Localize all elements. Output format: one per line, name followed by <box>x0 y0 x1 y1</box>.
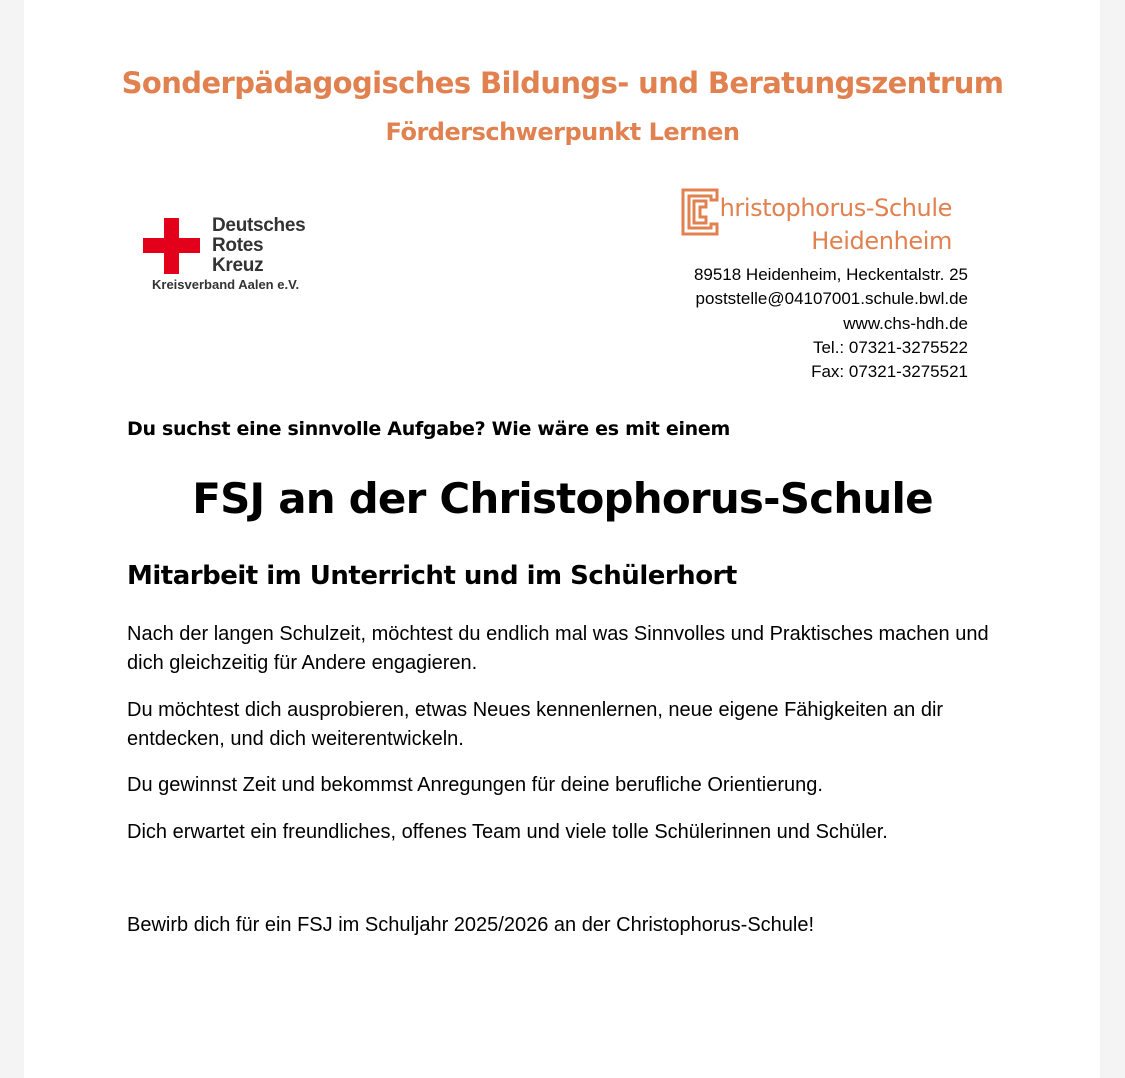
paragraph-1: Nach der langen Schulzeit, möchtest du endlich mal was Sinnvolles und Praktisches machen und dich gleichzeitig für Andere engagieren. <box>127 623 989 674</box>
contact-address: 89518 Heidenheim, Heckentalstr. 25 <box>693 265 968 284</box>
contact-block <box>694 263 968 384</box>
school-name-line2: Heidenheim <box>811 227 952 255</box>
call-to-action: Bewirb dich für ein FSJ im Schuljahr 2025/2026 an der Christophorus-Schule! <box>127 914 815 936</box>
school-type-heading: Sonderpädagogisches Bildungs- und Beratungszentrum <box>121 66 1004 100</box>
paragraph-3: Du gewinnst Zeit und bekommst Anregungen für deine berufliche Orientierung. <box>127 774 823 796</box>
paragraph-4: Dich erwartet ein freundliches, offenes Team und viele tolle Schülerinnen und Schüler. <box>127 821 888 843</box>
school-name-line1: hristophorus-Schule <box>719 194 952 222</box>
red-cross-bar <box>143 238 200 253</box>
drk-logo-line2: Rotes <box>212 235 264 256</box>
focus-heading: Förderschwerpunkt Lernen <box>385 118 740 146</box>
page-title: FSJ an der Christophorus-Schule <box>192 474 933 523</box>
lead-question: Du suchst eine sinnvolle Aufgabe? Wie wäre es mit einem <box>127 418 730 440</box>
contact-email[interactable]: poststelle@04107001.schule.bwl.de <box>695 289 968 309</box>
school-name-logo <box>720 192 952 258</box>
subtitle: Mitarbeit im Unterricht und im Schülerhort <box>127 561 737 591</box>
contact-fax: Fax: 07321-3275521 <box>811 362 968 382</box>
paragraph-2: Du möchtest dich ausprobieren, etwas Neues kennenlernen, neue eigene Fähigkeiten an dir entdecken, und dich weiterentwickeln. <box>127 699 944 750</box>
drk-logo-subtitle: Kreisverband Aalen e.V. <box>152 277 300 292</box>
drk-logo <box>140 214 330 294</box>
contact-tel: Tel.: 07321-3275522 <box>812 337 968 357</box>
christophorus-logo-icon <box>680 187 720 237</box>
drk-logo-line3: Kreuz <box>212 255 264 276</box>
drk-logo-line1: Deutsches <box>212 215 306 236</box>
contact-web[interactable]: www.chs-hdh.de <box>843 313 968 333</box>
